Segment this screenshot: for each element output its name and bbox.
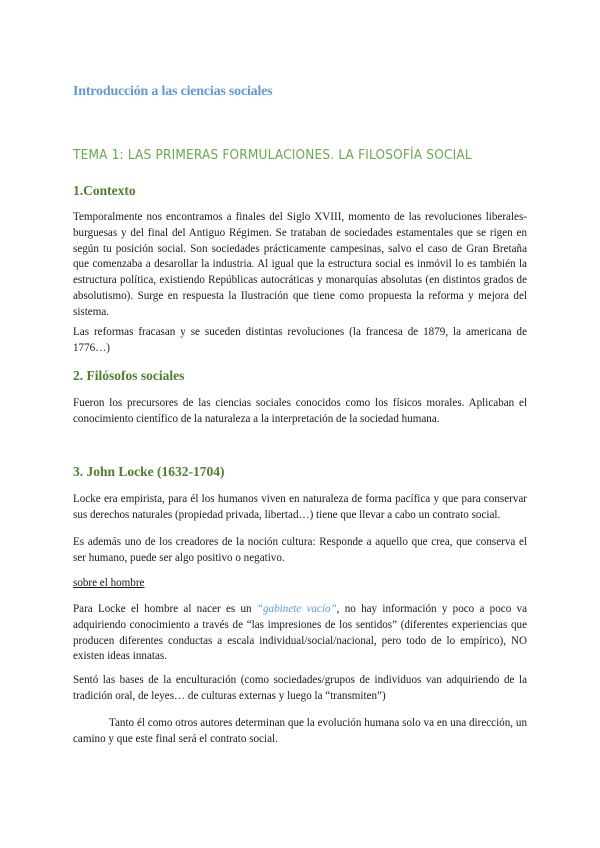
filosofos-paragraph-1: Fueron los precursores de las ciencias sociales conocidos como los físicos morales. Aplicaban el conocimiento científico de la naturaleza a la interpretación de la sociedad humana. <box>73 397 527 425</box>
section-heading-contexto: 1.Contexto <box>73 183 136 198</box>
locke-paragraph-2: Es además uno de los creadores de la noción cultura: Responde a aquello que crea, que conserva el ser humano, puede ser algo positivo o negativo. <box>73 536 527 564</box>
p3-text-a: Para Locke el hombre al nacer es un <box>73 603 257 615</box>
section-heading-locke: 3. John Locke (1632-1704) <box>73 464 225 479</box>
section-heading-filosofos: 2. Filósofos sociales <box>73 368 185 383</box>
p3-quote-gabinete-vacio: “gabinete vacío” <box>256 603 337 615</box>
contexto-paragraph-2: Las reformas fracasan y se suceden distintas revoluciones (la francesa de 1879, la americana de 1776…) <box>73 326 527 354</box>
locke-paragraph-5: Tanto él como otros autores determinan que la evolución humana solo va en una dirección, un camino y que este final será el contrato social. <box>73 717 527 745</box>
subheading-sobre-el-hombre: sobre el hombre <box>73 577 145 589</box>
tema-heading: TEMA 1: LAS PRIMERAS FORMULACIONES. LA FILOSOFÍA SOCIAL <box>73 148 472 163</box>
locke-paragraph-3 <box>73 602 527 665</box>
subheading-container <box>73 576 144 592</box>
locke-paragraph-4: Sentó las bases de la enculturación (como sociedades/grupos de individuos van adquiriendo de la tradición oral, de leyes… de culturas externas y luego la “transmiten”) <box>73 674 527 702</box>
contexto-paragraph-1: Temporalmente nos encontramos a finales del Siglo XVIII, momento de las revoluciones liberales-burguesas y del final del Antiguo Régimen. Se trataban de sociedades estamentales que se rigen en según tu posición social. Son sociedades prácticamente campesinas, salvo el caso de Gran Bretaña que comenzaba a desarollar la industria. Al igual que la estructura social es inmóvil lo es también la estructura política, existiendo Repúblicas autocráticas y monarquías absolutas (en distintos grados de absolutismo). Surge en respuesta la Ilustración que tiene como propuesta la reforma y mejora del sistema. <box>73 211 527 318</box>
p3-text-b: , no hay información y poco a poco va adquiriendo conocimiento a través de “las impresiones de los sentidos” (diferentes experiencias que producen diferentes conductas a escala individual/social/nacional, pero todo de lo empírico), NO existen ideas innatas. <box>73 603 527 663</box>
document-title: Introducción a las ciencias sociales <box>73 84 273 99</box>
locke-paragraph-1: Locke era empirista, para él los humanos viven en naturaleza de forma pacífica y que para conservar sus derechos naturales (propiedad privada, libertad…) tiene que llevar a cabo un contrato social. <box>73 493 527 521</box>
